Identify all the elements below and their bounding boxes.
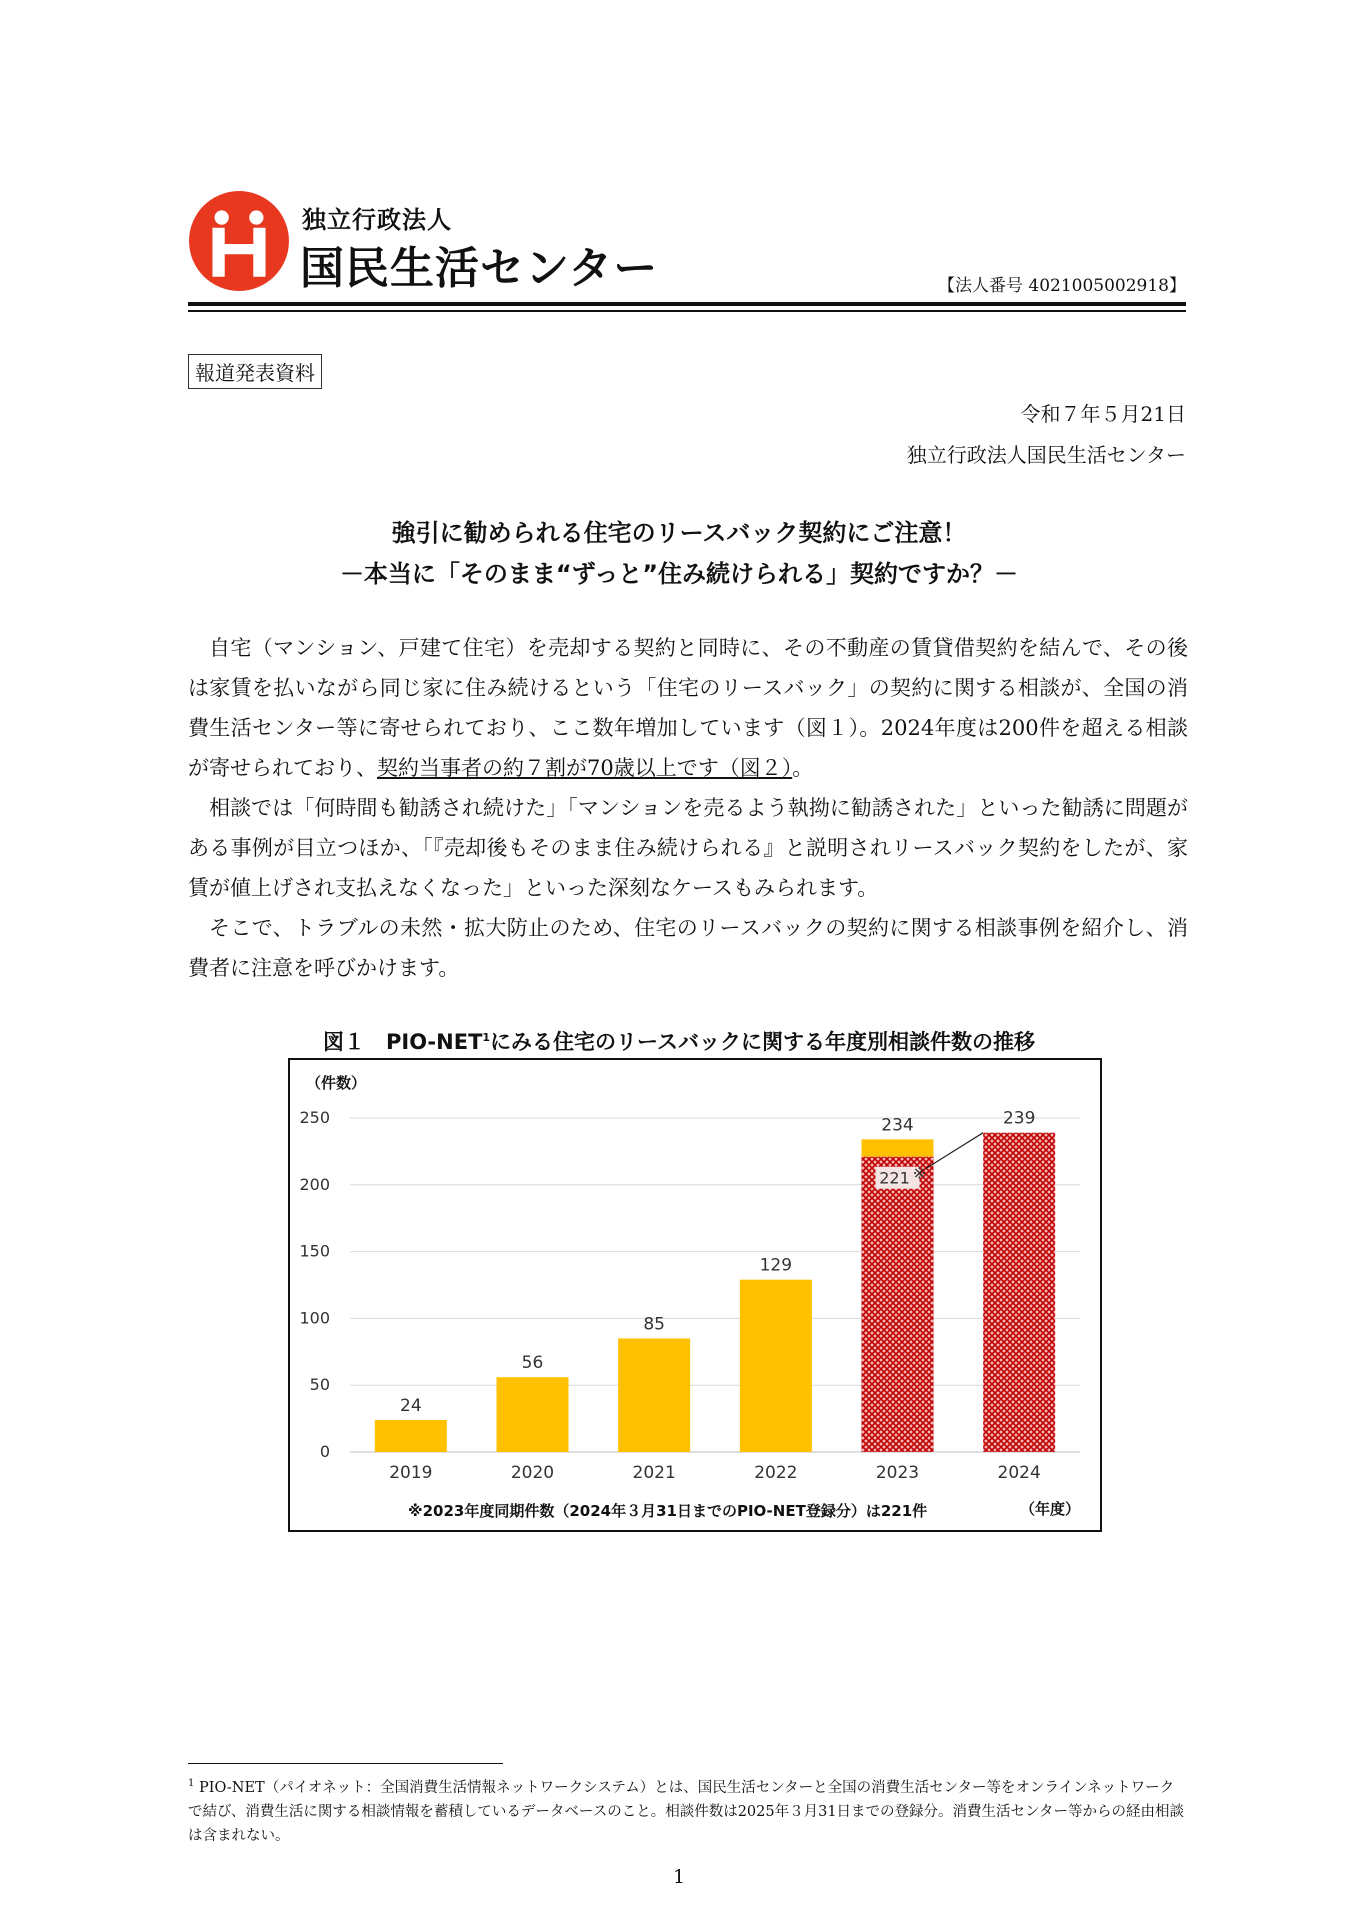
x-tick-label: 2022 — [754, 1463, 798, 1483]
paragraph-1-text: 自宅（マンション、戸建て住宅）を売却する契約と同時に、その不動産の賃貸借契約を結んで、その後は家賃を払いながら同じ家に住み続けるという「住宅のリースバック」の契約に関する相談が、全国の消費生活センター等に寄せられており、ここ数年増加しています（図１）。2024年度は200件を超える相談が寄せられており、 — [188, 636, 1188, 780]
paragraph-1-end: 。 — [792, 756, 814, 780]
leader-line — [926, 1133, 984, 1169]
paragraph-2: 相談では「何時間も勧誘され続けた」「マンションを売るよう執拗に勧誘された」といった勧誘に問題がある事例が目立つほか、「『売却後もそのまま住み続けられる』と説明されリースバック契約をしたが、家賃が値上げされ支払えなくなった」といった深刻なケースもみられます。 — [188, 796, 1188, 900]
data-label-2024: 239 — [1002, 1108, 1036, 1129]
data-label-2020: 56 — [521, 1353, 544, 1374]
x-tick-label: 2020 — [510, 1463, 555, 1483]
figure-title — [0, 1026, 1358, 1056]
footnote-rule — [188, 1763, 503, 1764]
y-tick-label: 100 — [299, 1308, 330, 1328]
bar-2019 — [375, 1420, 447, 1452]
org-name-small: 独立行政法人 — [302, 206, 452, 234]
y-tick-label: 200 — [299, 1174, 330, 1194]
footnote — [188, 1772, 1188, 1848]
chart-canvas — [290, 1060, 1100, 1530]
figure-title-rest: にみる住宅のリースバックに関する年度別相談件数の推移 — [490, 1030, 1036, 1054]
bar-2023-same-period — [862, 1157, 934, 1452]
header-rule-thick — [188, 302, 1186, 306]
x-tick-label: 2024 — [997, 1463, 1041, 1483]
figure-title-text: 図１ PIO-NET — [322, 1030, 483, 1054]
page-number: 1 — [672, 1866, 686, 1888]
data-label-2022: 129 — [759, 1255, 793, 1276]
x-tick-label: 2019 — [389, 1463, 433, 1483]
bar-2022 — [740, 1280, 812, 1452]
logo-icon — [188, 190, 290, 292]
data-label-221: 221 — [879, 1168, 910, 1188]
issuer: 独立行政法人国民生活センター — [906, 443, 1186, 467]
y-tick-label: 150 — [299, 1241, 330, 1261]
paragraph-1 — [188, 628, 1188, 788]
x-tick-label: 2023 — [875, 1463, 920, 1483]
bar-2024 — [983, 1133, 1055, 1452]
y-tick-label: 250 — [299, 1108, 330, 1127]
bar-2023-increment — [862, 1139, 934, 1156]
header-rule-thin — [188, 310, 1186, 312]
release-date: 令和７年５月21日 — [1020, 402, 1186, 426]
x-axis-unit: （年度） — [1020, 1500, 1081, 1518]
chart-note: ※2023年度同期件数（2024年３月31日までのPIO-NET登録分）は221件 — [408, 1502, 928, 1520]
paragraph-3: そこで、トラブルの未然・拡大防止のため、住宅のリースバックの契約に関する相談事例を紹介し、消費者に注意を呼びかけます。 — [188, 916, 1188, 980]
footnote-ref: 1 — [482, 1031, 491, 1044]
bar-chart — [288, 1058, 1102, 1532]
page-subtitle: －本当に「そのまま“ずっと”住み続けられる」契約ですか？－ — [339, 560, 1019, 588]
x-tick-label: 2021 — [632, 1463, 676, 1483]
data-label-2021: 85 — [643, 1314, 665, 1335]
y-axis-unit: （件数） — [306, 1074, 367, 1092]
bar-2021 — [618, 1338, 690, 1452]
data-label-2023: 234 — [881, 1115, 914, 1136]
bar-2020 — [497, 1377, 569, 1452]
y-tick-label: 50 — [309, 1375, 330, 1395]
data-label-2019: 24 — [400, 1395, 422, 1416]
body-text — [188, 628, 1188, 988]
y-tick-label: 0 — [319, 1442, 330, 1461]
org-name-large: 国民生活センター — [300, 243, 659, 294]
footnote-text: PIO-NET（パイオネット：全国消費生活情報ネットワークシステム）とは、国民生活センターと全国の消費生活センター等をオンラインネットワークで結び、消費生活に関する相談情報を蓄積しているデータベースのこと。相談件数は2025年３月31日までの登録分。消費生活センター等からの経由相談は含まれない。 — [188, 1779, 1184, 1844]
same-period-marker: ※ — [912, 1163, 927, 1183]
page-title: 強引に勧められる住宅のリースバック契約にご注意！ — [391, 519, 967, 547]
paragraph-1-underline: 契約当事者の約７割が70歳以上です（図２） — [377, 756, 793, 780]
press-release-label: 報道発表資料 — [188, 354, 322, 389]
footnote-number: 1 — [188, 1778, 195, 1789]
corporate-number: 【法人番号 4021005002918】 — [937, 276, 1186, 296]
